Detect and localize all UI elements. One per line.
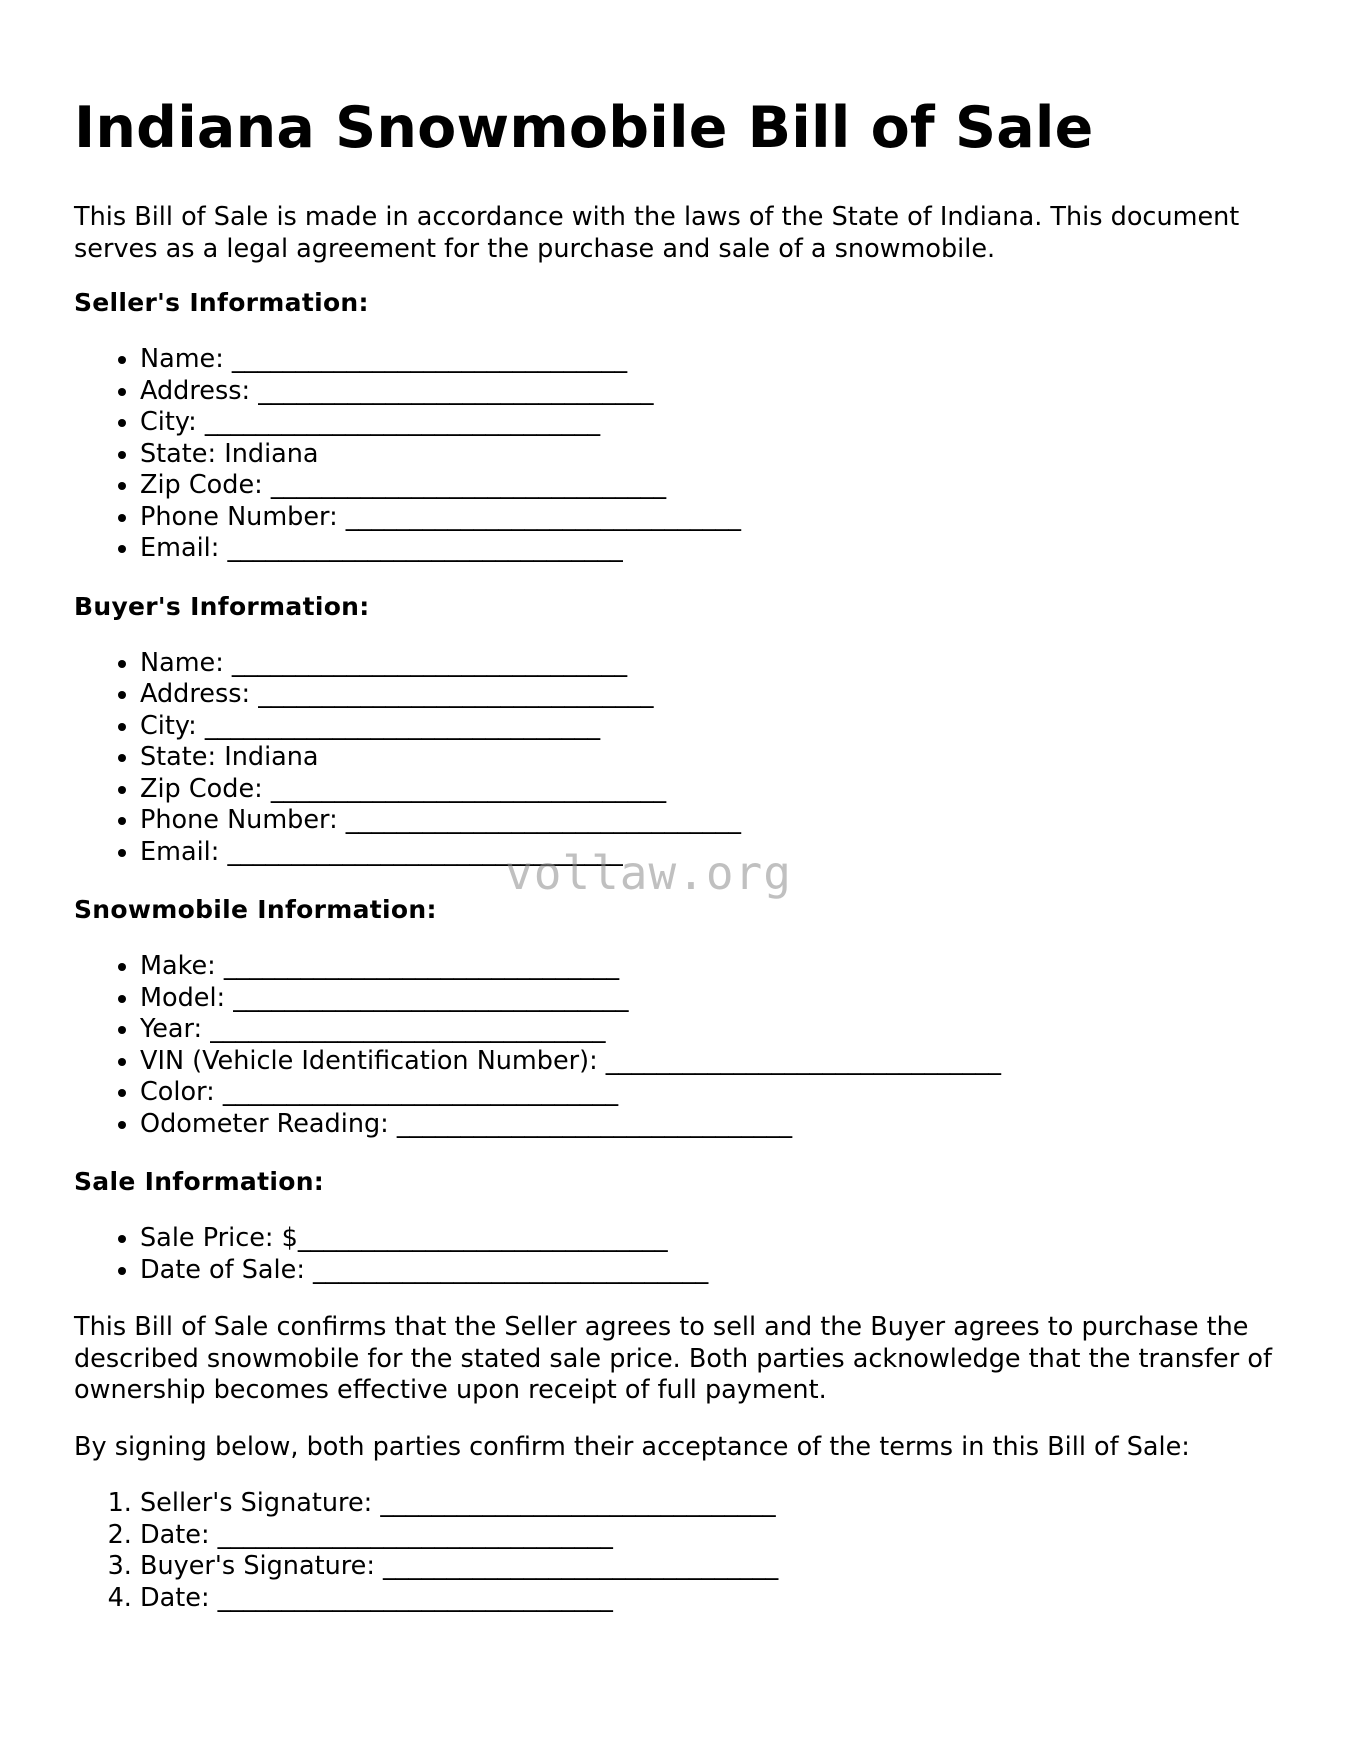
confirmation-paragraph: This Bill of Sale confirms that the Seller agrees to sell and the Buyer agrees to purchase the described snowmobile for the stated sale price. Both parties acknowledge that the transfer of ownership becomes effective upon receipt of full payment. — [74, 1312, 1272, 1405]
buyer-signature-field: 3. Buyer's Signature: _______________________________ — [140, 1551, 1274, 1583]
buyer-name-field: • Name: _______________________________ — [140, 648, 1274, 680]
buyer-list — [74, 648, 1274, 869]
seller-list — [74, 344, 1274, 565]
seller-date-field: 2. Date: _______________________________ — [140, 1520, 1274, 1552]
buyer-address-field: • Address: _______________________________ — [140, 679, 1274, 711]
sale-list — [74, 1223, 1274, 1286]
snowmobile-odometer-field: • Odometer Reading: _______________________________ — [140, 1109, 1274, 1141]
seller-zip-field: • Zip Code: _______________________________ — [140, 470, 1274, 502]
seller-signature-field: 1. Seller's Signature: _______________________________ — [140, 1488, 1274, 1520]
snowmobile-heading: Snowmobile Information: — [74, 895, 437, 924]
buyer-phone-field: • Phone Number: _______________________________ — [140, 805, 1274, 837]
signing-intro-paragraph: By signing below, both parties confirm their acceptance of the terms in this Bill of Sale: — [74, 1431, 1190, 1462]
intro-paragraph: This Bill of Sale is made in accordance with the laws of the State of Indiana. This document serves as a legal agreement for the purchase and sale of a snowmobile. — [74, 202, 1240, 264]
buyer-state-field: • State: Indiana — [140, 742, 1274, 774]
document-title: Indiana Snowmobile Bill of Sale — [74, 95, 1094, 161]
buyer-date-field: 4. Date: _______________________________ — [140, 1583, 1274, 1615]
seller-state-field: • State: Indiana — [140, 439, 1274, 471]
snowmobile-color-field: • Color: _______________________________ — [140, 1077, 1274, 1109]
sale-price-field: • Sale Price: $_____________________________ — [140, 1223, 1274, 1255]
buyer-email-field: • Email: _______________________________ — [140, 837, 1274, 869]
seller-email-field: • Email: _______________________________ — [140, 533, 1274, 565]
sale-date-field: • Date of Sale: _______________________________ — [140, 1255, 1274, 1287]
buyer-zip-field: • Zip Code: _______________________________ — [140, 774, 1274, 806]
watermark: vollaw.org — [505, 846, 792, 900]
snowmobile-vin-field: • VIN (Vehicle Identification Number): _______________________________ — [140, 1046, 1274, 1078]
signature-list — [74, 1488, 1274, 1614]
seller-address-field: • Address: _______________________________ — [140, 376, 1274, 408]
seller-name-field: • Name: _______________________________ — [140, 344, 1274, 376]
seller-phone-field: • Phone Number: _______________________________ — [140, 502, 1274, 534]
sale-heading: Sale Information: — [74, 1167, 325, 1196]
document — [74, 88, 1274, 1640]
snowmobile-make-field: • Make: _______________________________ — [140, 951, 1274, 983]
snowmobile-model-field: • Model: _______________________________ — [140, 983, 1274, 1015]
buyer-heading: Buyer's Information: — [74, 591, 370, 621]
seller-city-field: • City: _______________________________ — [140, 407, 1274, 439]
snowmobile-year-field: • Year: _______________________________ — [140, 1014, 1274, 1046]
snowmobile-list — [74, 951, 1274, 1140]
buyer-city-field: • City: _______________________________ — [140, 711, 1274, 743]
seller-heading: Seller's Information: — [74, 288, 369, 317]
